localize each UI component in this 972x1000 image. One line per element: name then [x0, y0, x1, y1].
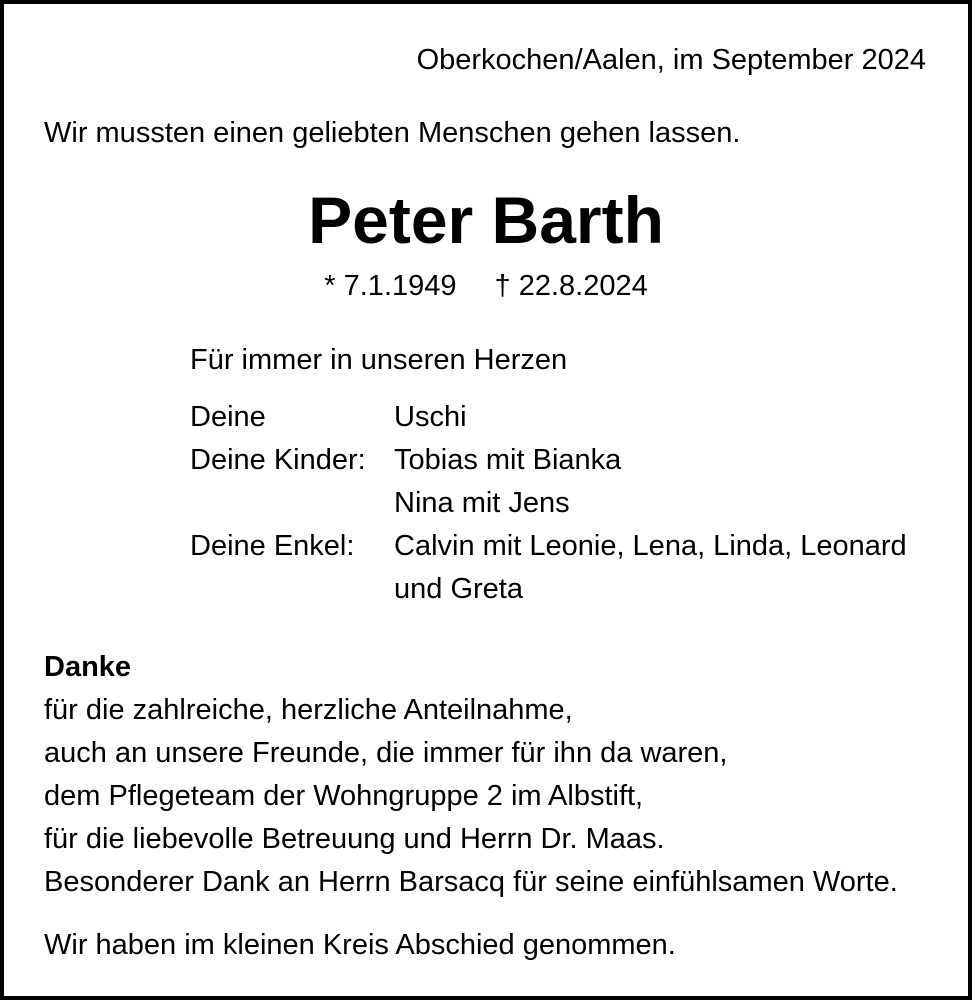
- life-dates: [4, 270, 968, 303]
- family-name: Nina mit Jens: [394, 487, 570, 519]
- family-label: Deine: [190, 401, 266, 433]
- motto: Für immer in unseren Herzen: [190, 344, 568, 376]
- family-name: Calvin mit Leonie, Lena, Linda, Leonard: [394, 530, 907, 562]
- intro-text: Wir mussten einen geliebten Menschen gehen lassen.: [44, 117, 741, 149]
- family-label: Deine Kinder:: [190, 444, 366, 476]
- place-date: Oberkochen/Aalen, im September 2024: [416, 44, 926, 76]
- family-row: [190, 396, 907, 439]
- death-date: † 22.8.2024: [494, 270, 648, 302]
- family-row: [190, 525, 907, 611]
- thanks-line: für die zahlreiche, herzliche Anteilnahme,: [44, 694, 573, 726]
- family-names: [394, 439, 621, 525]
- thanks-line: Besonderer Dank an Herrn Barsacq für seine einfühlsamen Worte.: [44, 866, 898, 898]
- closing-text: Wir haben im kleinen Kreis Abschied genommen.: [44, 929, 676, 961]
- thanks-section: [44, 646, 898, 904]
- family-name: und Greta: [394, 573, 523, 605]
- thanks-line: für die liebevolle Betreuung und Herrn Dr. Maas.: [44, 823, 665, 855]
- thanks-line: auch an unsere Freunde, die immer für ihn da waren,: [44, 737, 728, 769]
- thanks-line: dem Pflegeteam der Wohngruppe 2 im Albstift,: [44, 780, 644, 812]
- family-names: [394, 396, 467, 439]
- family-names: [394, 525, 907, 611]
- birth-date: * 7.1.1949: [324, 270, 457, 302]
- family-list: [190, 396, 907, 611]
- family-name: Uschi: [394, 401, 467, 433]
- family-row: [190, 439, 907, 525]
- thanks-title: Danke: [44, 651, 132, 683]
- family-name: Tobias mit Bianka: [394, 444, 622, 476]
- family-label: Deine Enkel:: [190, 530, 355, 562]
- deceased-name: Peter Barth: [308, 183, 664, 257]
